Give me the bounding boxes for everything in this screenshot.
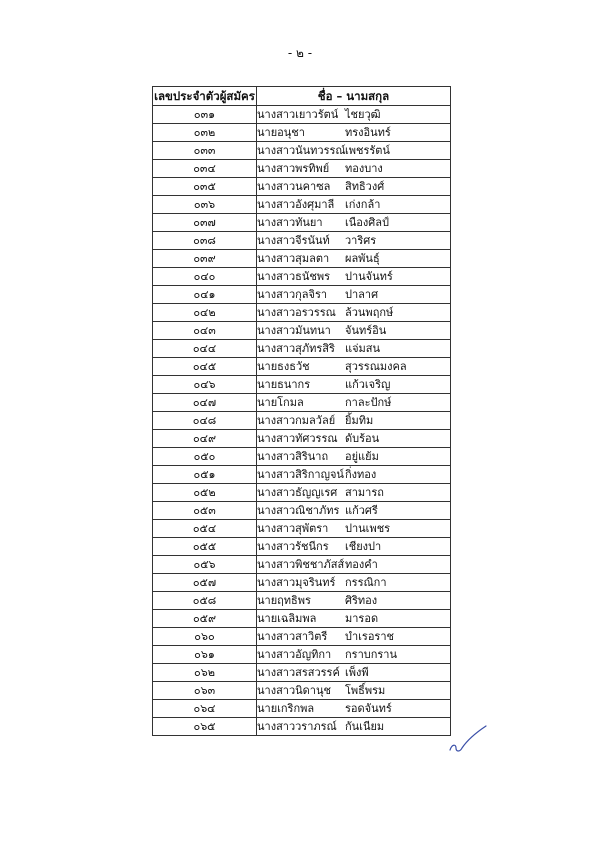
family-name: ปาลาศ — [345, 288, 379, 301]
table-row — [153, 682, 451, 700]
family-name: วาริศร — [345, 234, 377, 247]
family-name: ผลพันธุ์ — [345, 252, 380, 265]
applicant-name — [257, 268, 451, 286]
applicant-name — [257, 142, 451, 160]
given-name: นางสาวทันยา — [257, 216, 323, 229]
applicant-id: ๐๕๖ — [153, 556, 257, 574]
family-name: อยู่แย้ม — [345, 450, 379, 463]
applicant-id: ๐๖๔ — [153, 700, 257, 718]
family-name: เพ็งพี — [345, 666, 369, 679]
given-name: นางสาวณิชาภัทร — [257, 504, 340, 517]
applicant-id: ๐๓๓ — [153, 142, 257, 160]
table-row — [153, 610, 451, 628]
applicant-name — [257, 700, 451, 718]
applicant-name — [257, 682, 451, 700]
table-row — [153, 376, 451, 394]
applicant-id: ๐๔๙ — [153, 430, 257, 448]
table-row — [153, 574, 451, 592]
table-row — [153, 448, 451, 466]
table-row — [153, 196, 451, 214]
given-name: นางสาวสิรินาถ — [257, 450, 329, 463]
given-name: นางสาวนคาซล — [257, 180, 331, 193]
applicant-name — [257, 358, 451, 376]
table-row — [153, 520, 451, 538]
applicant-name — [257, 574, 451, 592]
applicant-name — [257, 628, 451, 646]
given-name: นางสาวสิริกาญจน์ — [257, 468, 344, 481]
given-name: นางสาวกุลจิรา — [257, 288, 328, 301]
family-name: ปานเพชร — [345, 522, 391, 535]
applicant-id: ๐๔๐ — [153, 268, 257, 286]
applicant-id: ๐๕๑ — [153, 466, 257, 484]
applicant-name — [257, 592, 451, 610]
applicant-name — [257, 448, 451, 466]
table-row — [153, 664, 451, 682]
applicant-name — [257, 718, 451, 736]
applicant-name — [257, 430, 451, 448]
given-name: นางสาวรัชนีกร — [257, 540, 329, 553]
table-row — [153, 628, 451, 646]
applicant-name — [257, 160, 451, 178]
given-name: นางสาวสรสวรรค์ — [257, 666, 340, 679]
given-name: นางสาวธนัชพร — [257, 270, 330, 283]
applicant-id: ๐๔๒ — [153, 304, 257, 322]
table-row — [153, 484, 451, 502]
given-name: นางสาวสุภัทรสิริ — [257, 342, 335, 355]
given-name: นางสาวเยาวรัตน์ — [257, 108, 339, 121]
applicant-id: ๐๕๘ — [153, 592, 257, 610]
page-number: - ๒ - — [287, 46, 313, 60]
given-name: นายธงธวัช — [257, 360, 310, 373]
applicant-name — [257, 214, 451, 232]
family-name: จันทร์อิน — [345, 324, 387, 337]
table-row — [153, 322, 451, 340]
applicant-id: ๐๖๓ — [153, 682, 257, 700]
family-name: เก่งกล้า — [345, 198, 381, 211]
applicant-id: ๐๓๖ — [153, 196, 257, 214]
table-row — [153, 286, 451, 304]
given-name: นางสาวอังศุมาลี — [257, 198, 335, 211]
family-name: บำเรอราช — [345, 630, 394, 643]
table-row — [153, 178, 451, 196]
table-row — [153, 430, 451, 448]
applicant-id: ๐๔๘ — [153, 412, 257, 430]
given-name: นางสาวกมลวัลย์ — [257, 414, 336, 427]
applicant-id: ๐๕๙ — [153, 610, 257, 628]
applicant-id: ๐๕๗ — [153, 574, 257, 592]
family-name: ไชยวุฒิ — [345, 108, 381, 121]
family-name: สุวรรณมงคล — [345, 360, 407, 373]
given-name: นายเกริกพล — [257, 702, 315, 715]
table-row — [153, 214, 451, 232]
applicant-name — [257, 664, 451, 682]
applicant-name — [257, 484, 451, 502]
given-name: นางสาวสาวิตรี — [257, 630, 328, 643]
applicant-id: ๐๔๑ — [153, 286, 257, 304]
signature-mark — [448, 724, 488, 758]
family-name: ดับร้อน — [345, 432, 380, 445]
applicant-name — [257, 322, 451, 340]
given-name: นายธนากร — [257, 378, 311, 391]
applicant-id: ๐๓๒ — [153, 124, 257, 142]
table-row — [153, 142, 451, 160]
applicant-name — [257, 394, 451, 412]
applicant-name — [257, 286, 451, 304]
given-name: นายฤทธิพร — [257, 594, 311, 607]
table-row — [153, 412, 451, 430]
family-name: เนืองศิลป์ — [345, 216, 389, 229]
family-name: เพชรรัตน์ — [345, 144, 390, 157]
table-row — [153, 106, 451, 124]
applicant-name — [257, 232, 451, 250]
given-name: นางสาวนันทวรรณ์ — [257, 144, 346, 157]
given-name: นางสาวสุมลตา — [257, 252, 330, 265]
family-name: แก้วเจริญ — [345, 378, 391, 391]
given-name: นางสาวจีรนันท์ — [257, 234, 330, 247]
given-name: นายเฉลิมพล — [257, 612, 317, 625]
applicant-id: ๐๔๔ — [153, 340, 257, 358]
applicant-id: ๐๕๓ — [153, 502, 257, 520]
applicant-name — [257, 178, 451, 196]
applicant-name — [257, 124, 451, 142]
applicant-id: ๐๓๙ — [153, 250, 257, 268]
applicant-id: ๐๕๐ — [153, 448, 257, 466]
applicant-name — [257, 466, 451, 484]
applicant-name — [257, 412, 451, 430]
applicant-id: ๐๖๕ — [153, 718, 257, 736]
family-name: ยิ้มทิม — [345, 414, 374, 427]
applicant-name — [257, 304, 451, 322]
family-name: กันเนียม — [345, 720, 385, 733]
given-name: นางสาวธัญญเรศ — [257, 486, 338, 499]
table-row — [153, 394, 451, 412]
family-name: ศิริทอง — [345, 594, 378, 607]
family-name: ล้วนพฤกษ์ — [345, 306, 394, 319]
applicant-name — [257, 502, 451, 520]
family-name: โพธิ์พรม — [345, 684, 386, 697]
applicant-id: ๐๓๘ — [153, 232, 257, 250]
table-row — [153, 538, 451, 556]
table-row — [153, 466, 451, 484]
family-name: รอดจันทร์ — [345, 702, 392, 715]
table-row — [153, 268, 451, 286]
given-name: นางสาวอัญทิกา — [257, 648, 332, 661]
table-row — [153, 556, 451, 574]
applicant-name — [257, 376, 451, 394]
applicant-name — [257, 196, 451, 214]
family-name: เชียงปา — [345, 540, 382, 553]
family-name: กิ่งทอง — [345, 468, 377, 481]
applicant-table — [152, 86, 451, 736]
applicant-name — [257, 610, 451, 628]
family-name: กราบกราน — [345, 648, 397, 661]
given-name: นางสาวสุพัตรา — [257, 522, 329, 535]
table-row — [153, 718, 451, 736]
applicant-id: ๐๖๒ — [153, 664, 257, 682]
given-name: นางสาวอรวรรณ — [257, 306, 336, 319]
applicant-id: ๐๔๕ — [153, 358, 257, 376]
table-row — [153, 304, 451, 322]
given-name: นางสาววราภรณ์ — [257, 720, 337, 733]
family-name: มารอด — [345, 612, 379, 625]
table-row — [153, 232, 451, 250]
applicant-id: ๐๔๓ — [153, 322, 257, 340]
applicant-name — [257, 646, 451, 664]
applicant-id: ๐๕๒ — [153, 484, 257, 502]
family-name: สิทธิวงศ์ — [345, 180, 385, 193]
table-body — [153, 106, 451, 736]
applicant-id: ๐๔๗ — [153, 394, 257, 412]
applicant-id: ๐๓๗ — [153, 214, 257, 232]
table-header-row — [153, 87, 451, 106]
table-row — [153, 250, 451, 268]
applicant-id: ๐๔๖ — [153, 376, 257, 394]
applicant-name — [257, 106, 451, 124]
table-row — [153, 160, 451, 178]
applicant-id: ๐๓๔ — [153, 160, 257, 178]
family-name: ทองคำ — [345, 558, 378, 571]
given-name: นายโกมล — [257, 396, 304, 409]
applicant-id: ๐๓๑ — [153, 106, 257, 124]
given-name: นายอนุชา — [257, 126, 305, 139]
family-name: แจ่มสน — [345, 342, 381, 355]
table-row — [153, 124, 451, 142]
table-row — [153, 340, 451, 358]
table-row — [153, 700, 451, 718]
given-name: นางสาวมุจรินทร์ — [257, 576, 336, 589]
applicant-id-header: เลขประจำตัวผู้สมัคร — [153, 87, 257, 106]
family-name: กรรณิกา — [345, 576, 387, 589]
family-name: ปานจันทร์ — [345, 270, 393, 283]
given-name: นางสาวทัศวรรณ — [257, 432, 338, 445]
applicant-id: ๐๖๑ — [153, 646, 257, 664]
applicant-id: ๐๕๕ — [153, 538, 257, 556]
applicant-name — [257, 340, 451, 358]
applicant-name — [257, 520, 451, 538]
applicant-name — [257, 556, 451, 574]
applicant-id: ๐๕๔ — [153, 520, 257, 538]
family-name: ทรงอินทร์ — [345, 126, 391, 139]
table-row — [153, 358, 451, 376]
given-name: นางสาวพรทิพย์ — [257, 162, 330, 175]
applicant-id: ๐๖๐ — [153, 628, 257, 646]
table-row — [153, 502, 451, 520]
applicant-id: ๐๓๕ — [153, 178, 257, 196]
table-row — [153, 646, 451, 664]
given-name: นางสาวนิดานุช — [257, 684, 331, 697]
table-row — [153, 592, 451, 610]
applicant-name — [257, 250, 451, 268]
family-name: ทองบาง — [345, 162, 383, 175]
given-name: นางสาวพิชชาภัสส์ — [257, 558, 345, 571]
family-name: แก้วศรี — [345, 504, 378, 517]
applicant-name — [257, 538, 451, 556]
full-name-header: ชื่อ – นามสกุล — [257, 87, 451, 106]
family-name: สามารถ — [345, 486, 384, 499]
given-name: นางสาวมันทนา — [257, 324, 331, 337]
family-name: กาละปักษ์ — [345, 396, 392, 409]
